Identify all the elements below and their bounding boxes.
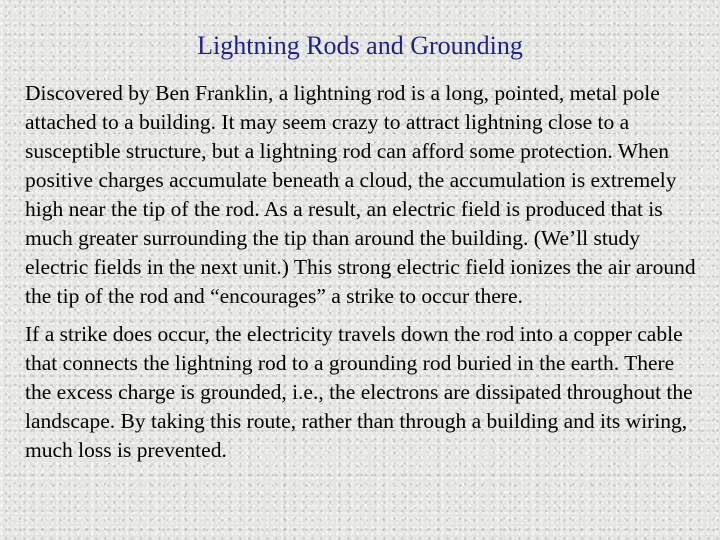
slide-body — [25, 79, 703, 465]
slide-title: Lightning Rods and Grounding — [197, 31, 523, 60]
body-paragraph-2: If a strike does occur, the electricity travels down the rod into a copper cable that connects the lightning rod to a grounding rod buried in the earth. There the excess charge is grounded, i.e., the electrons are dissipated throughout the landscape. By taking this route, rather than through a building and its wiring, much loss is prevented. — [25, 322, 693, 462]
body-paragraph-1: Discovered by Ben Franklin, a lightning rod is a long, pointed, metal pole attached to a building. It may seem crazy to attract lightning close to a susceptible structure, but a lightning rod can afford some protection. When positive charges accumulate beneath a cloud, the accumulation is extremely high near the tip of the rod. As a result, an electric field is produced that is much greater surrounding the tip than around the building. (We’ll study electric fields in the next unit.) This strong electric field ionizes the air around the tip of the rod and “encourages” a strike to occur there. — [25, 81, 696, 308]
